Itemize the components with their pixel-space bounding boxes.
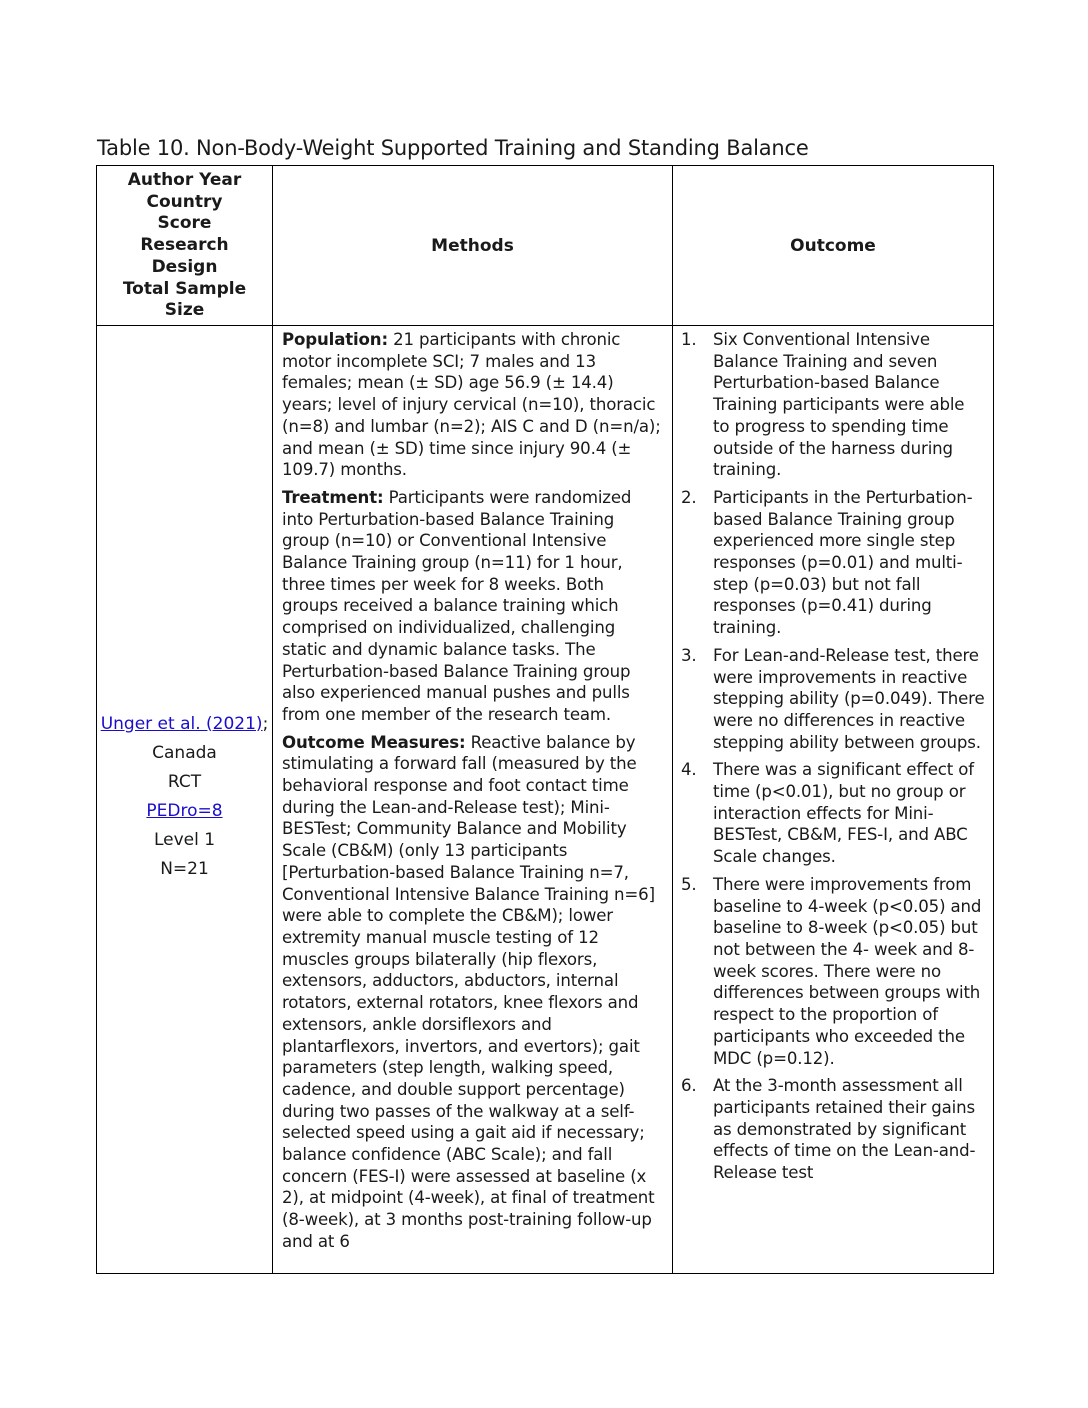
treatment-text: Participants were randomized into Perturbation-based Balance Training group (n=10) or Conventional Intensive Balance Training group (n=11) for 1 hour, three times per week for 8 weeks. Both groups received a balance training which comprised on individualized, challenging static and dynamic balance tasks. The Perturbation-based Balance Training group also experienced manual pushes and pulls from one member of the research team.: [282, 487, 632, 724]
outcome-list: [681, 329, 985, 1184]
author-citation-suffix: ;: [262, 713, 269, 734]
header-author-line: Country: [146, 191, 223, 212]
item-text: Participants in the Perturbation-based Balance Training group experienced more single step responses (p=0.01) and multi-step (p=0.03) but not fall responses (p=0.41) during training.: [713, 487, 973, 638]
item-number: 3.: [681, 645, 697, 665]
list-item: [681, 329, 985, 481]
item-number: 6.: [681, 1076, 697, 1096]
outcome-measures-text: Reactive balance by stimulating a forward fall (measured by the behavioral response and foot contact time during the Lean-and-Release test); Mini-BESTest; Community Balance and Mobility Scale (CB&M) (only 13 participants [Perturbation-based Balance Training n=7, Conventional Intensive Balance Training n=6] were able to complete the CB&M); lower extremity manual muscle testing of 12 muscles groups bilaterally (hip flexors, extensors, adductors, abductors, internal rotators, external rotators, knee flexors and extensors, ankle dorsiflexors and plantarflexors, invertors, and evertors); gait parameters (step length, walking speed, cadence, and double support percentage) during two passes of the walkway at a self-selected speed using a gait aid if necessary; balance confidence (ABC Scale); and fall concern (FES-I) were assessed at baseline (x 2), at midpoint (4-week), at final of treatment (8-week), at 3 months post-training follow-up and at 6: [282, 732, 655, 1251]
header-author-line: Research: [140, 235, 229, 256]
methods-treatment: [282, 487, 664, 726]
header-outcome: Outcome: [673, 166, 994, 326]
item-text: For Lean-and-Release test, there were improvements in reactive stepping ability (p=0.049). There were no differences in reactive stepping ability between groups.: [713, 645, 985, 752]
methods-population: [282, 329, 664, 481]
evidence-level: Level 1: [153, 829, 216, 850]
item-number: 4.: [681, 760, 697, 780]
list-item: [681, 874, 985, 1069]
author-cell: [97, 326, 273, 1274]
outcome-measures-label: Outcome Measures:: [282, 732, 466, 752]
header-author-line: Score: [157, 213, 212, 234]
research-design: RCT: [167, 771, 202, 792]
sample-size: N=21: [160, 858, 209, 879]
table-row: [97, 326, 994, 1274]
list-item: [681, 645, 985, 754]
header-author-line: Total Sample: [122, 278, 247, 299]
table-caption: Table 10. Non-Body-Weight Supported Training and Standing Balance: [97, 136, 809, 160]
evidence-table: [96, 165, 994, 1274]
population-text: 21 participants with chronic motor incomplete SCI; 7 males and 13 females; mean (± SD) age 56.9 (± 14.4) years; level of injury cervical (n=10), thoracic (n=8) and lumbar (n=2); AIS C and D (n=n/a); and mean (± SD) time since injury 90.4 (± 109.7) months.: [282, 330, 661, 480]
population-label: Population:: [282, 330, 388, 349]
list-item: [681, 487, 985, 639]
list-item: [681, 1075, 985, 1184]
methods-cell: [273, 326, 673, 1274]
item-number: 2.: [681, 487, 697, 507]
header-author-line: Author Year: [127, 169, 242, 190]
item-text: At the 3-month assessment all participants retained their gains as demonstrated by significant effects of time on the Lean-and-Release test: [713, 1076, 976, 1183]
author-citation-link[interactable]: Unger et al. (2021): [100, 713, 263, 734]
header-author-line: Size: [164, 300, 205, 321]
methods-outcome-measures: [282, 732, 664, 1253]
outcome-cell: [673, 326, 994, 1274]
item-text: There were improvements from baseline to 4-week (p<0.05) and baseline to 8-week (p<0.05) but not between the 4- week and 8-week scores. There were no differences between groups with respect to the proportion of participants who exceeded the MDC (p=0.12).: [713, 874, 982, 1068]
header-methods: Methods: [273, 166, 673, 326]
header-author-line: Design: [151, 256, 218, 277]
item-number: 1.: [681, 330, 697, 349]
treatment-label: Treatment:: [282, 487, 384, 507]
header-author: [97, 166, 273, 326]
country: Canada: [152, 742, 217, 763]
item-text: Six Conventional Intensive Balance Training and seven Perturbation-based Balance Training participants were able to progress to spending time outside of the harness during training.: [713, 330, 965, 480]
pedro-score-link[interactable]: PEDro=8: [146, 800, 223, 821]
header-row: [97, 166, 994, 326]
list-item: [681, 759, 985, 868]
item-number: 5.: [681, 874, 697, 894]
item-text: There was a significant effect of time (p<0.01), but no group or interaction effects for Mini-BESTest, CB&M, FES-I, and ABC Scale changes.: [713, 760, 974, 867]
